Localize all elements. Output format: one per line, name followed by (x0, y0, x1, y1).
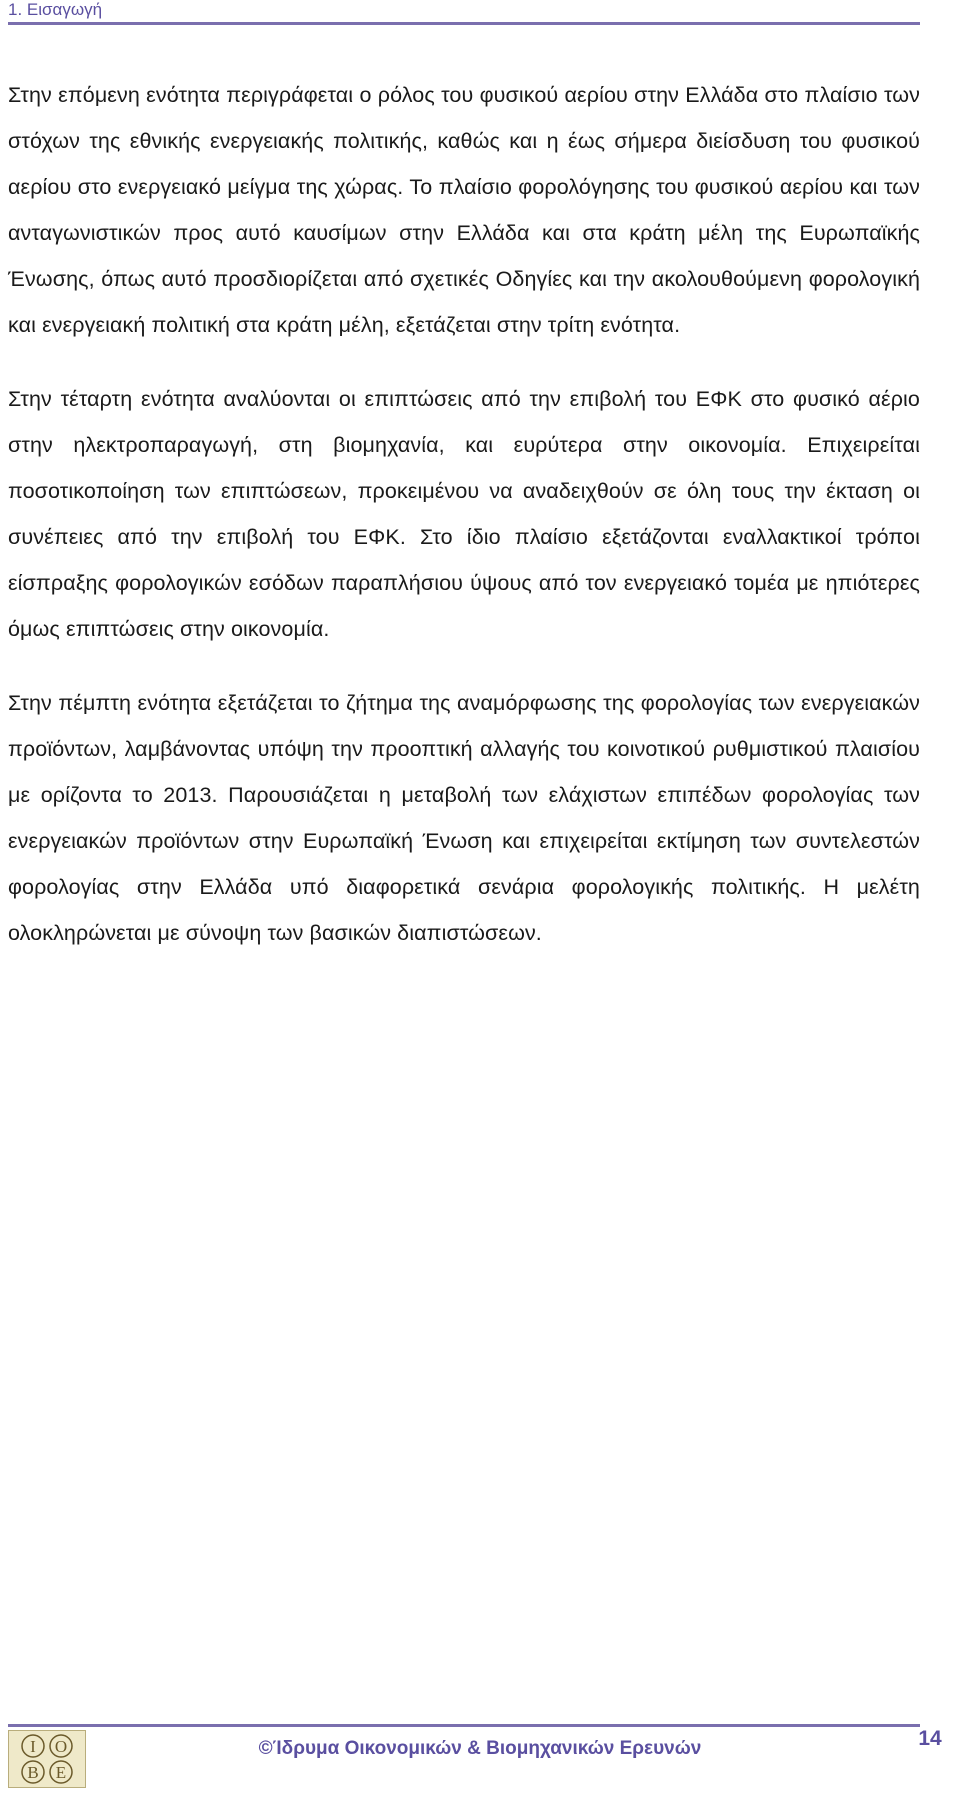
page-header (8, 0, 920, 25)
footer-publisher: ©Ίδρυμα Οικονομικών & Βιομηχανικών Ερευνών (258, 1738, 702, 1759)
paragraph-1: Στην επόμενη ενότητα περιγράφεται ο ρόλος του φυσικού αερίου στην Ελλάδα στο πλαίσιο των στόχων της εθνικής ενεργειακής πολιτικής, καθώς και η έως σήμερα διείσδυση του φυσικού αερίου στο ενεργειακό μείγμα της χώρας. Το πλαίσιο φορολόγησης του φυσικού αερίου και των ανταγωνιστικών προς αυτό καυσίμων στην Ελλάδα και στα κράτη μέλη της Ευρωπαϊκής Ένωσης, όπως αυτό προσδιορίζεται από σχετικές Οδηγίες και την ακολουθούμενη φορολογική και ενεργειακή πολιτική στα κράτη μέλη, εξετάζεται στην τρίτη ενότητα. (8, 83, 920, 337)
paragraph-3: Στην πέμπτη ενότητα εξετάζεται το ζήτημα της αναμόρφωσης της φορολογίας των ενεργειακών προϊόντων, λαμβάνοντας υπόψη την προοπτική αλλαγής του κοινοτικού ρυθμιστικού πλαισίου με ορίζοντα το 2013. Παρουσιάζεται η μεταβολή των ελάχιστων επιπέδων φορολογίας των ενεργειακών προϊόντων στην Ευρωπαϊκή Ένωση και επιχειρείται εκτίμηση των συντελεστών φορολογίας στην Ελλάδα υπό διαφορετικά σενάρια φορολογικής πολιτικής. Η μελέτη ολοκληρώνεται με σύνοψη των βασικών διαπιστώσεων. (8, 691, 920, 945)
logo-letter-2: Ο (54, 1737, 68, 1756)
document-body (8, 72, 920, 984)
logo-letter-4: Ε (55, 1763, 67, 1782)
paragraph-2: Στην τέταρτη ενότητα αναλύονται οι επιπτώσεις από την επιβολή του ΕΦΚ στο φυσικό αέριο στην ηλεκτροπαραγωγή, στη βιομηχανία, και ευρύτερα στην οικονομία. Επιχειρείται ποσοτικοποίηση των επιπτώσεων, προκειμένου να αναδειχθούν σε όλη τους την έκταση οι συνέπειες από την επιβολή του ΕΦΚ. Στο ίδιο πλαίσιο εξετάζονται εναλλακτικοί τρόποι είσπραξης φορολογικών εσόδων παραπλήσιου ύψους από τον ενεργειακό τομέα με ηπιότερες όμως επιπτώσεις στην οικονομία. (8, 387, 920, 641)
page-number: 14 (918, 1727, 942, 1750)
logo-letter-3: Β (27, 1763, 39, 1782)
footer-divider (8, 1724, 920, 1727)
section-title: 1. Εισαγωγή (8, 0, 103, 19)
logo-letter-1: Ι (30, 1737, 36, 1756)
